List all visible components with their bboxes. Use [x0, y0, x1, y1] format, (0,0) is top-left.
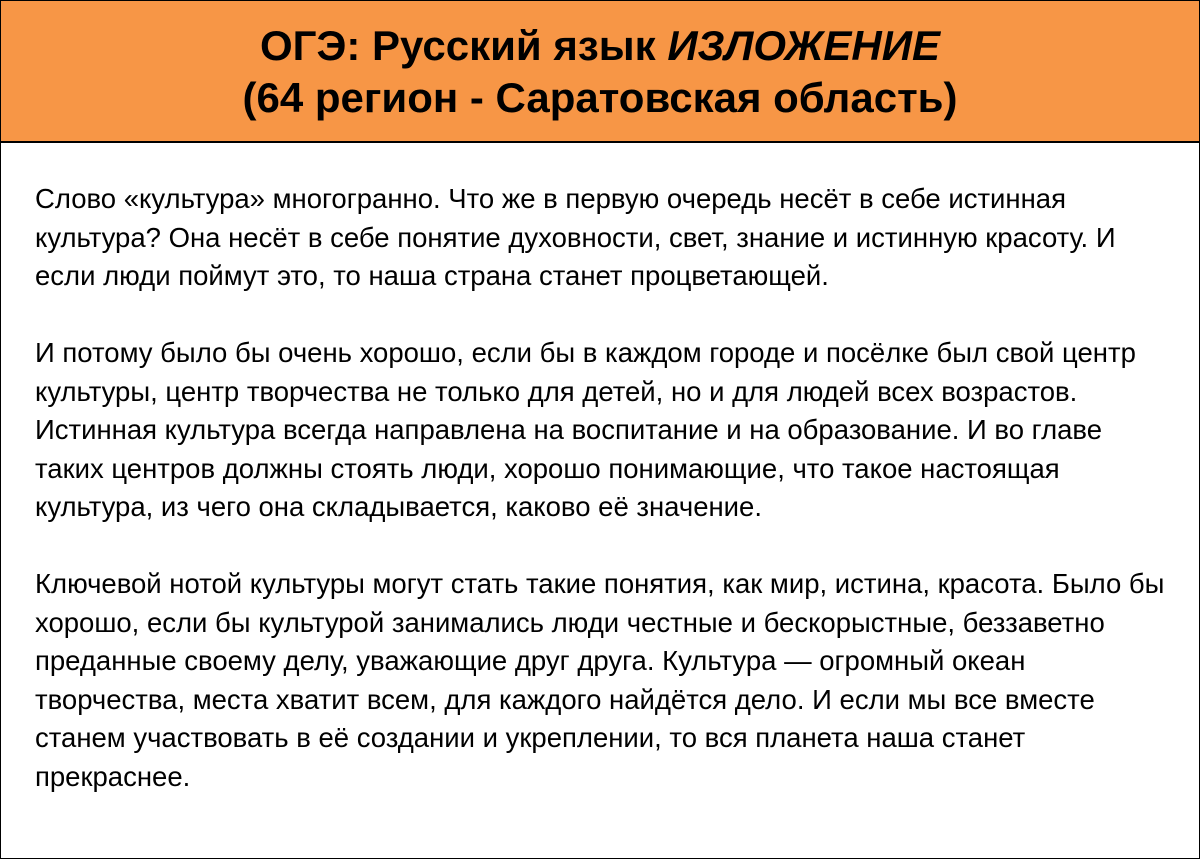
- title-task-type: ИЗЛОЖЕНИЕ: [667, 22, 940, 69]
- title-subject: ОГЭ: Русский язык: [260, 22, 668, 69]
- title-banner: [1, 1, 1199, 143]
- paragraph-2: И потому было бы очень хорошо, если бы в каждом городе и посёлке был свой центр культуры, центр творчества не только для детей, но и для людей всех возрастов. Истинная культура всегда направлена на воспитание и на образование. И во главе таких центров должны стоять люди, хорошо понимающие, что такое настоящая культура, из чего она складывается, каково её значение.: [35, 337, 1136, 522]
- title-line-1: [260, 20, 940, 72]
- title-line-2-region: (64 регион - Саратовская область): [242, 74, 958, 121]
- text-body: [1, 180, 1199, 796]
- paragraph-3: Ключевой нотой культуры могут стать такие понятия, как мир, истина, красота. Было бы хорошо, если бы культурой занимались люди честные и бескорыстные, беззаветно преданные своему делу, уважающие друг друга. Культура — огромный океан творчества, места хватит всем, для каждого найдётся дело. И если мы все вместе станем участвовать в её создании и укреплении, то вся планета наша станет прекраснее.: [35, 568, 1165, 792]
- paragraph-1: Слово «культура» многогранно. Что же в первую очередь несёт в себе истинная культура? Она несёт в себе понятие духовности, свет, знание и истинную красоту. И если люди поймут это, то наша страна станет процветающей.: [35, 183, 1116, 291]
